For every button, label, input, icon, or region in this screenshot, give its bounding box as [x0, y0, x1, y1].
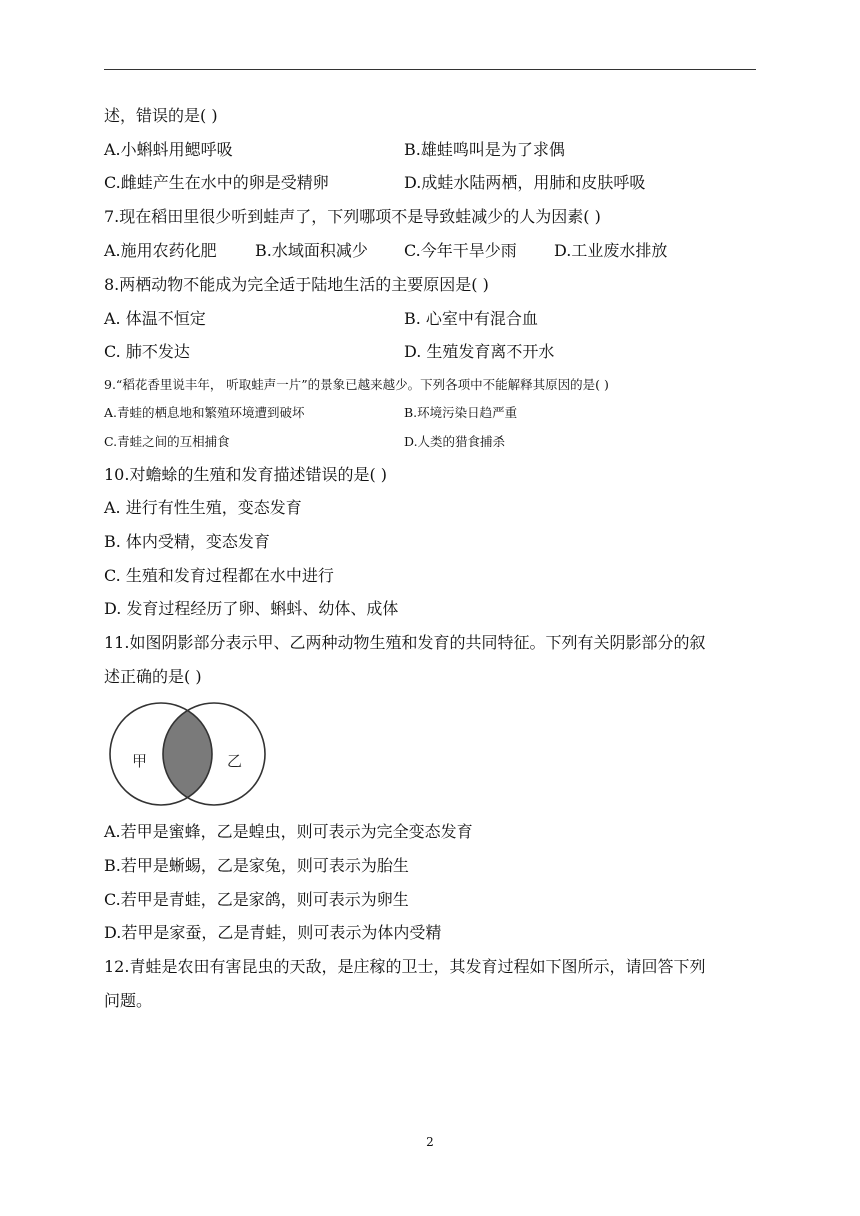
q11-stem-line2: 述正确的是( ): [104, 667, 202, 686]
q8-option-d: D. 生殖发育离不开水: [404, 342, 555, 361]
q8-option-b: B. 心室中有混合血: [404, 309, 538, 328]
q11-option-a: A.若甲是蜜蜂，乙是蝗虫，则可表示为完全变态发育: [104, 822, 473, 841]
q12-stem-line1: 12.青蛙是农田有害昆虫的天敌，是庄稼的卫士，其发育过程如下图所示，请回答下列: [104, 957, 706, 976]
q11-stem-line1: 11.如图阴影部分表示甲、乙两种动物生殖和发育的共同特征。下列有关阴影部分的叙: [104, 633, 706, 652]
header-rule: [104, 69, 756, 70]
venn-label-left: 甲: [132, 752, 148, 770]
q6-option-b: B.雄蛙鸣叫是为了求偶: [404, 140, 565, 159]
q11-option-d: D.若甲是家蚕，乙是青蛙，则可表示为体内受精: [104, 923, 442, 942]
q7-option-d: D.工业废水排放: [554, 241, 668, 260]
q6-option-d: D.成蛙水陆两栖，用肺和皮肤呼吸: [404, 173, 646, 192]
q8-option-c: C. 肺不发达: [104, 342, 190, 361]
q7-option-b: B.水域面积减少: [255, 241, 368, 260]
q8-option-a: A. 体温不恒定: [104, 309, 206, 328]
venn-label-right: 乙: [227, 752, 243, 770]
q10-option-a: A. 进行有性生殖，变态发育: [104, 498, 302, 517]
q7-stem: 7.现在稻田里很少听到蛙声了，下列哪项不是导致蛙减少的人为因素( ): [104, 207, 601, 226]
q10-stem: 10.对蟾蜍的生殖和发育描述错误的是( ): [104, 465, 388, 484]
q9-option-d: D.人类的猎食捕杀: [404, 434, 506, 449]
q9-option-a: A.青蛙的栖息地和繁殖环境遭到破坏: [104, 405, 305, 420]
q7-option-a: A.施用农药化肥: [104, 241, 217, 260]
q6-option-c: C.雌蛙产生在水中的卵是受精卵: [104, 173, 329, 192]
q10-option-d: D. 发育过程经历了卵、蝌蚪、幼体、成体: [104, 599, 399, 618]
q10-option-c: C. 生殖和发育过程都在水中进行: [104, 566, 334, 585]
page-number: 2: [426, 1135, 434, 1149]
q11-option-b: B.若甲是蜥蜴，乙是家兔，则可表示为胎生: [104, 856, 409, 875]
q8-stem: 8.两栖动物不能成为完全适于陆地生活的主要原因是( ): [104, 275, 489, 294]
q9-option-c: C.青蛙之间的互相捕食: [104, 434, 230, 449]
q12-stem-line2: 问题。: [104, 991, 153, 1010]
q7-option-c: C.今年干旱少雨: [404, 241, 517, 260]
q10-option-b: B. 体内受精，变态发育: [104, 532, 270, 551]
q9-stem: 9.“稻花香里说丰年， 听取蛙声一片”的景象已越来越少。下列各项中不能解释其原因的是( ): [104, 377, 609, 392]
q6-stem: 述，错误的是( ): [104, 106, 218, 125]
q11-option-c: C.若甲是青蛙，乙是家鸽，则可表示为卵生: [104, 890, 409, 909]
q6-option-a: A.小蝌蚪用鳃呼吸: [104, 140, 233, 159]
venn-diagram: [104, 700, 274, 810]
q9-option-b: B.环境污染日趋严重: [404, 405, 518, 420]
